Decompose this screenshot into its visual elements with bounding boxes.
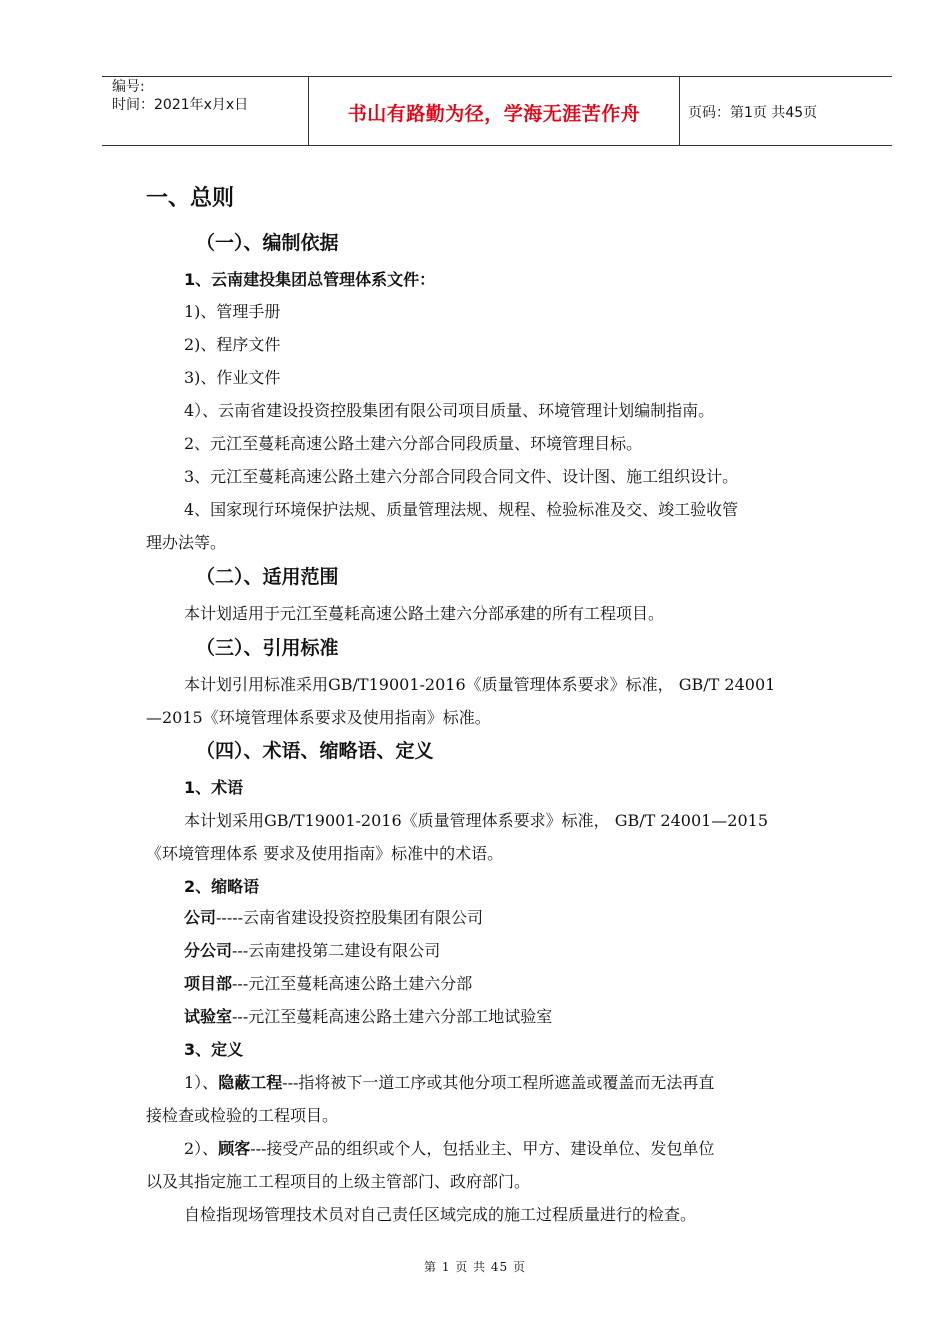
abbreviation-term: 试验室 xyxy=(184,1007,233,1026)
abbreviation-desc: ---元江至蔓耗高速公路土建六分部工地试验室 xyxy=(232,1007,553,1026)
document-header xyxy=(102,76,892,146)
header-page-cell xyxy=(680,77,892,145)
header-motto-cell xyxy=(309,77,680,145)
paragraph: 3)、作业文件 xyxy=(184,368,281,387)
paragraph: 3、元江至蔓耗高速公路土建六分部合同段合同文件、设计图、施工组织设计。 xyxy=(184,467,739,486)
paragraph-continuation: 《环境管理体系 要求及使用指南》标准中的术语。 xyxy=(146,844,504,863)
paragraph-continuation: 以及其指定施工工程项目的上级主管部门、政府部门。 xyxy=(146,1172,531,1191)
paragraph: 2)、程序文件 xyxy=(184,335,281,354)
paragraph: 4、国家现行环境保护法规、质量管理法规、规程、检验标准及交、竣工验收管 xyxy=(184,500,739,519)
chapter-heading: 一、总则 xyxy=(146,186,235,211)
paragraph: 自检指现场管理技术员对自己责任区域完成的施工过程质量进行的检查。 xyxy=(184,1205,697,1224)
page-number-label: 页码：第1页 共45页 xyxy=(688,105,818,121)
definition-desc: ---指将被下一道工序或其他分项工程所遮盖或覆盖而无法再直 xyxy=(282,1073,715,1092)
abbreviation-term: 项目部 xyxy=(184,974,233,993)
section-heading-scope: （二）、适用范围 xyxy=(196,566,339,588)
header-info-cell xyxy=(102,77,309,145)
abbreviation-row xyxy=(184,974,472,994)
definition-prefix: 1）、 xyxy=(184,1073,219,1092)
definition-row xyxy=(184,1073,714,1093)
abbreviation-term: 分公司 xyxy=(184,941,233,960)
paragraph-continuation: 理办法等。 xyxy=(146,533,227,552)
motto-text: 书山有路勤为径，学海无涯苦作舟 xyxy=(347,103,641,125)
paragraph: 1、云南建投集团总管理体系文件： xyxy=(184,270,436,289)
subheading-terms: 1、术语 xyxy=(184,778,244,797)
paragraph: 1)、管理手册 xyxy=(184,302,281,321)
section-heading-standards: （三）、引用标准 xyxy=(196,637,339,659)
paragraph: 本计划采用GB/T19001-2016《质量管理体系要求》标准， GB/T 24001—2015 xyxy=(184,811,769,830)
page-footer: 第 1 页 共 45 页 xyxy=(424,1260,526,1274)
definition-desc: ---接受产品的组织或个人，包括业主、甲方、建设单位、发包单位 xyxy=(250,1139,715,1158)
definition-prefix: 2）、 xyxy=(184,1139,219,1158)
paragraph: 2、元江至蔓耗高速公路土建六分部合同段质量、环境管理目标。 xyxy=(184,434,643,453)
paragraph-continuation: 接检查或检验的工程项目。 xyxy=(146,1106,339,1125)
paragraph-continuation: —2015《环境管理体系要求及使用指南》标准。 xyxy=(146,708,491,727)
document-number-label: 编号: xyxy=(112,79,145,95)
section-heading-basis: （一）、编制依据 xyxy=(196,232,339,254)
abbreviation-term: 公司 xyxy=(184,908,217,927)
definition-term: 顾客 xyxy=(218,1139,251,1158)
abbreviation-desc: ---云南建投第二建设有限公司 xyxy=(232,941,441,960)
abbreviation-row xyxy=(184,908,483,928)
abbreviation-desc: -----云南省建设投资控股集团有限公司 xyxy=(216,908,484,927)
paragraph: 本计划引用标准采用GB/T19001-2016《质量管理体系要求》标准， GB/T 24001 xyxy=(184,675,776,694)
abbreviation-row xyxy=(184,941,440,961)
subheading-definitions: 3、定义 xyxy=(184,1040,244,1059)
subheading-abbreviations: 2、缩略语 xyxy=(184,877,260,896)
definition-row xyxy=(184,1139,714,1159)
paragraph: 本计划适用于元江至蔓耗高速公路土建六分部承建的所有工程项目。 xyxy=(184,604,665,623)
abbreviation-desc: ---元江至蔓耗高速公路土建六分部 xyxy=(232,974,473,993)
abbreviation-row xyxy=(184,1007,552,1027)
section-heading-terms: （四）、术语、缩略语、定义 xyxy=(196,740,434,762)
document-time: 时间：2021年x月x日 xyxy=(112,97,249,113)
definition-term: 隐蔽工程 xyxy=(218,1073,283,1092)
paragraph: 4）、云南省建设投资控股集团有限公司项目质量、环境管理计划编制指南。 xyxy=(184,401,715,420)
